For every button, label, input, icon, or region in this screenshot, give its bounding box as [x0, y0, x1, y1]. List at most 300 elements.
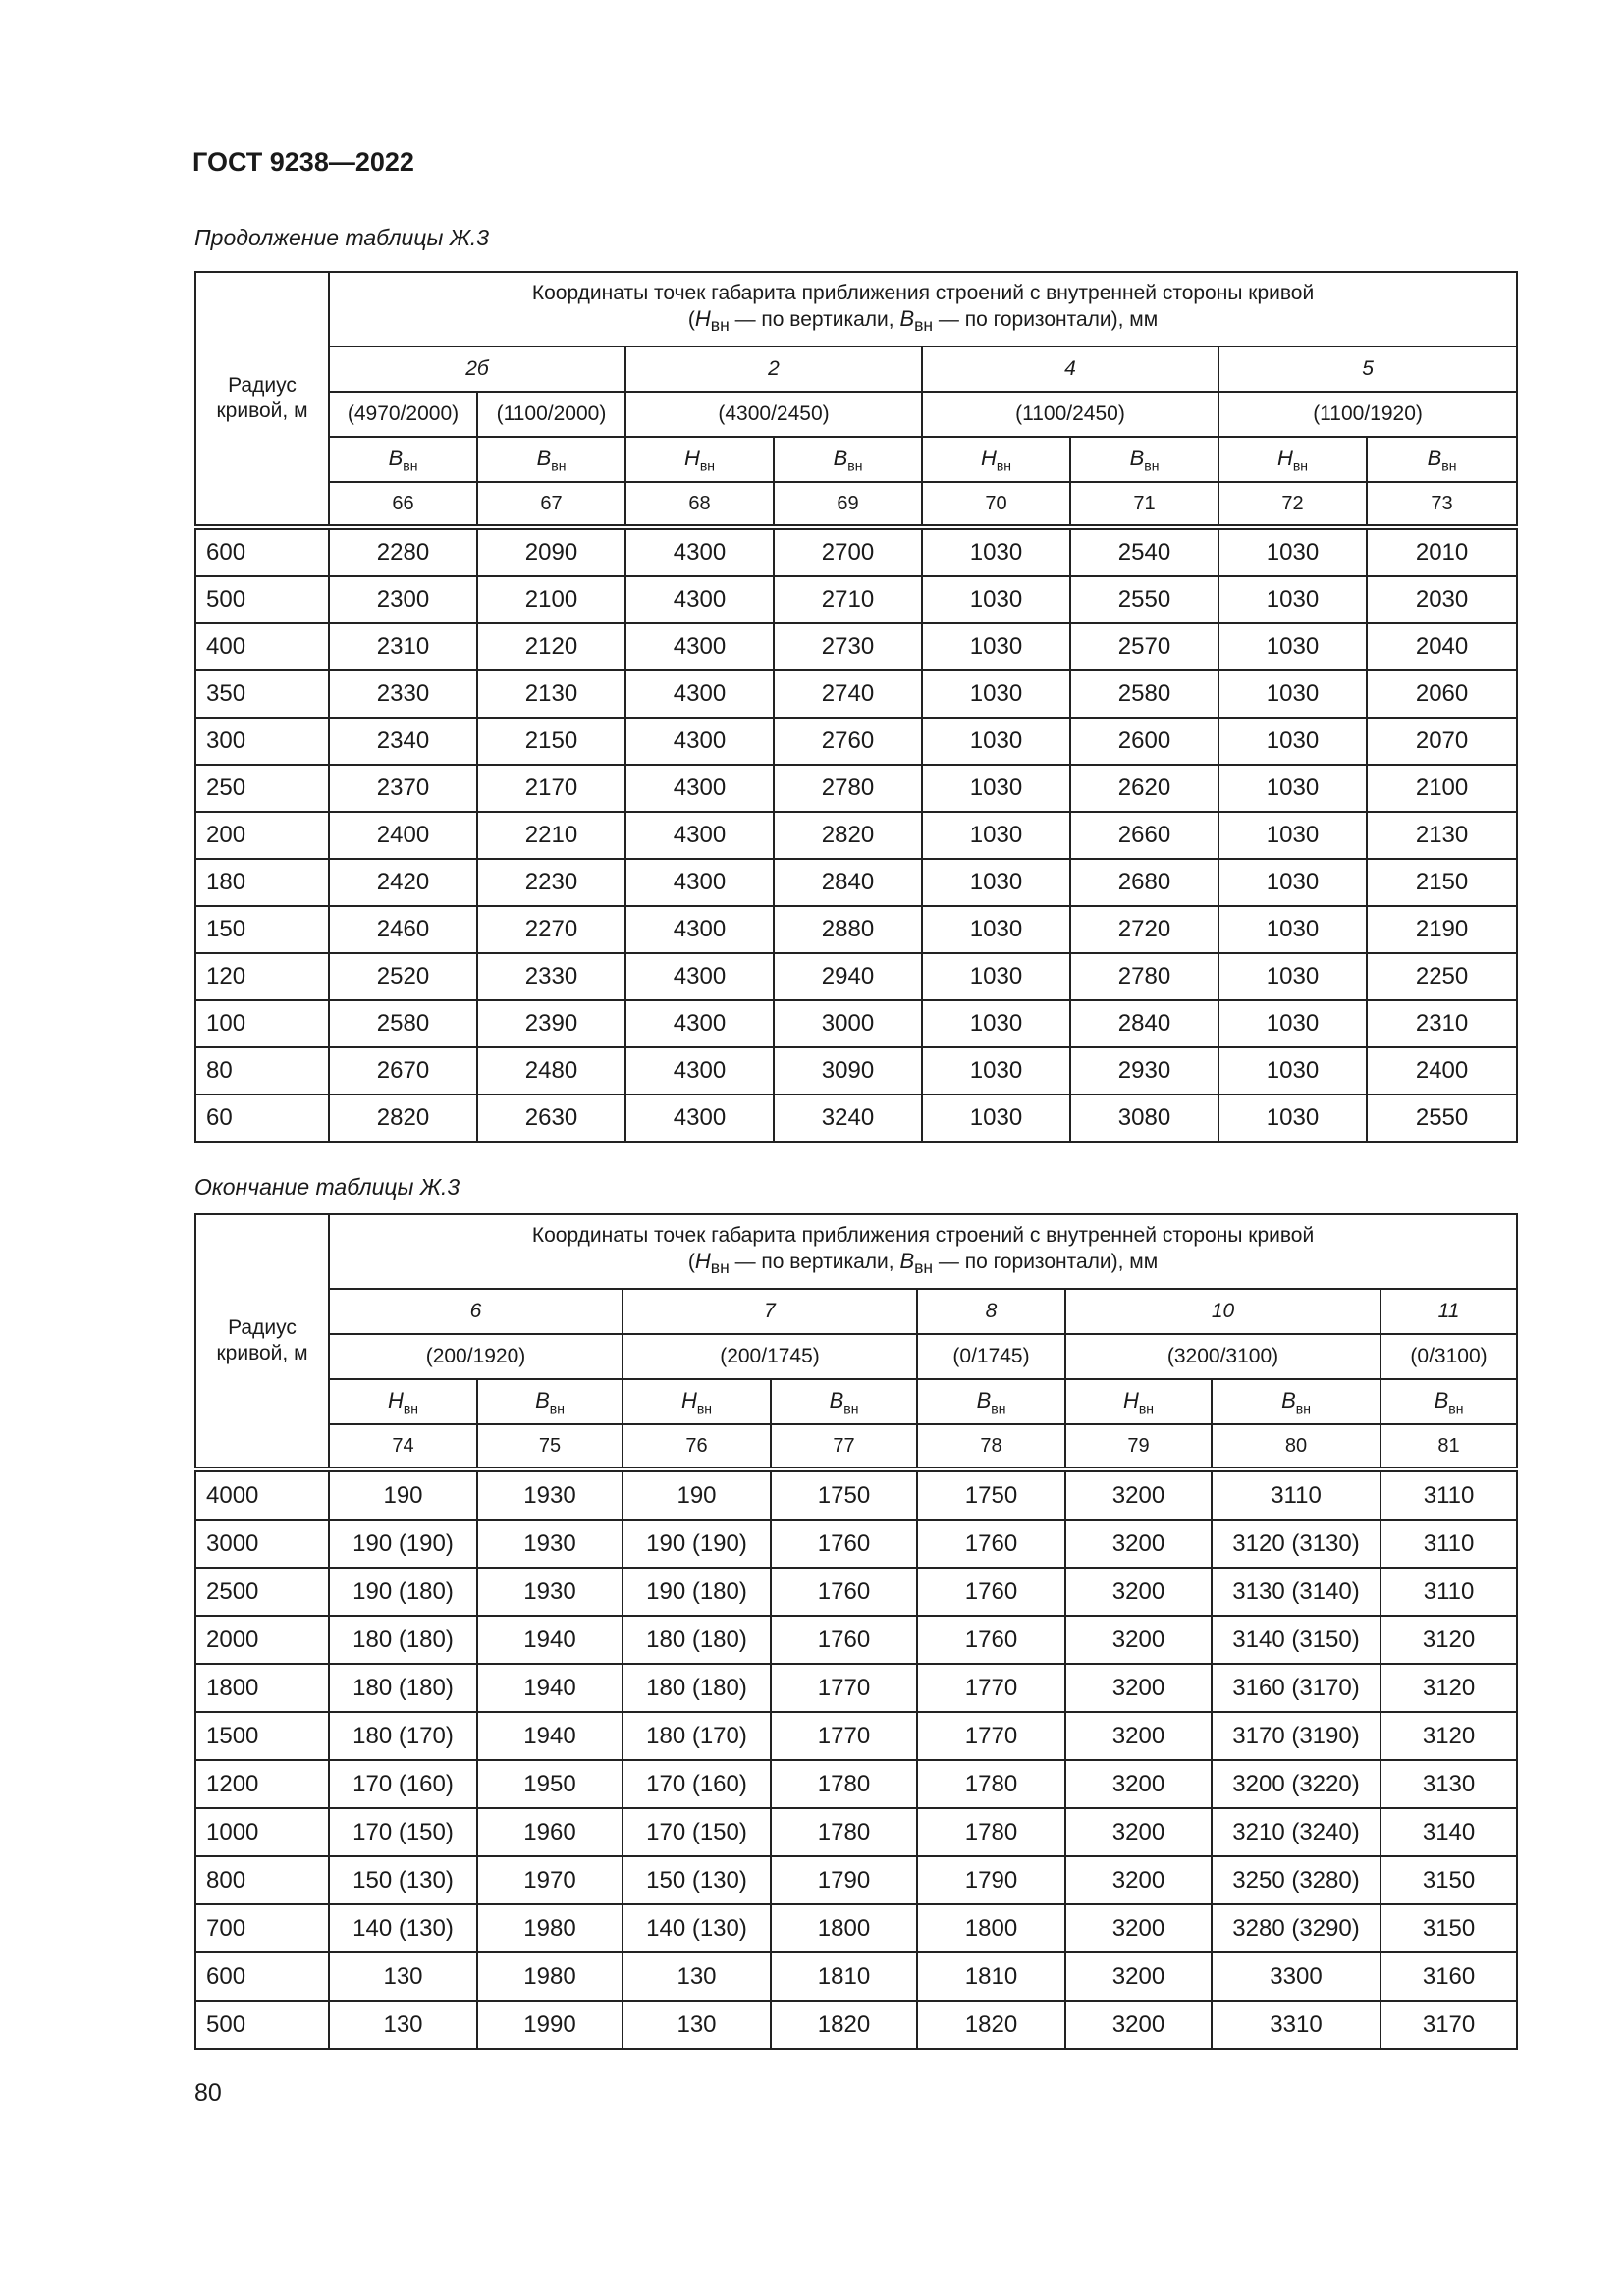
- value-cell: 2090: [477, 527, 625, 576]
- value-cell: 2820: [774, 812, 922, 859]
- value-cell: 1770: [917, 1712, 1065, 1760]
- value-cell: 1940: [477, 1712, 623, 1760]
- column-number: 71: [1070, 482, 1218, 527]
- symbol-header: $H_{вн}$: [625, 437, 774, 482]
- column-number: 73: [1367, 482, 1517, 527]
- value-cell: 1030: [1218, 812, 1367, 859]
- value-cell: 2820: [329, 1095, 477, 1142]
- column-number: 66: [329, 482, 477, 527]
- column-number: 77: [771, 1424, 917, 1469]
- value-cell: 190 (190): [329, 1520, 477, 1568]
- subgroup-header: (0/1745): [917, 1334, 1065, 1379]
- column-number: 81: [1380, 1424, 1517, 1469]
- clearance-table-continuation: [194, 271, 1518, 1143]
- table-row: [195, 1568, 1517, 1616]
- document-title: ГОСТ 9238—2022: [192, 147, 414, 177]
- value-cell: 150 (130): [329, 1856, 477, 1904]
- value-cell: 4300: [625, 1047, 774, 1095]
- value-cell: 1940: [477, 1664, 623, 1712]
- value-cell: 3210 (3240): [1212, 1808, 1380, 1856]
- value-cell: 1810: [917, 1952, 1065, 2001]
- value-cell: 2580: [1070, 670, 1218, 718]
- value-cell: 1780: [917, 1760, 1065, 1808]
- table-caption: Продолжение таблицы Ж.3: [194, 225, 490, 250]
- value-cell: 150 (130): [623, 1856, 771, 1904]
- radius-cell: 400: [195, 623, 329, 670]
- value-cell: 2940: [774, 953, 922, 1000]
- value-cell: 130: [329, 2001, 477, 2049]
- value-cell: 2060: [1367, 670, 1517, 718]
- value-cell: 2100: [1367, 765, 1517, 812]
- value-cell: 2730: [774, 623, 922, 670]
- value-cell: 3200: [1065, 1904, 1212, 1952]
- value-cell: 3140 (3150): [1212, 1616, 1380, 1664]
- radius-cell: 180: [195, 859, 329, 906]
- value-cell: 2130: [1367, 812, 1517, 859]
- symbol-header: $B_{вн}$: [477, 437, 625, 482]
- value-cell: 1760: [771, 1616, 917, 1664]
- value-cell: 2420: [329, 859, 477, 906]
- value-cell: 3120: [1380, 1712, 1517, 1760]
- value-cell: 2390: [477, 1000, 625, 1047]
- value-cell: 1760: [917, 1568, 1065, 1616]
- value-cell: 180 (180): [329, 1616, 477, 1664]
- value-cell: 2120: [477, 623, 625, 670]
- value-cell: 3170: [1380, 2001, 1517, 2049]
- value-cell: 3080: [1070, 1095, 1218, 1142]
- value-cell: 190 (180): [623, 1568, 771, 1616]
- value-cell: 1030: [922, 765, 1070, 812]
- value-cell: 4300: [625, 1000, 774, 1047]
- value-cell: 190: [623, 1469, 771, 1520]
- radius-cell: 2500: [195, 1568, 329, 1616]
- value-cell: 2480: [477, 1047, 625, 1095]
- value-cell: 1030: [922, 623, 1070, 670]
- page-number: 80: [194, 2079, 222, 2107]
- value-cell: 140 (130): [329, 1904, 477, 1952]
- value-cell: 3090: [774, 1047, 922, 1095]
- value-cell: 2010: [1367, 527, 1517, 576]
- value-cell: 3200: [1065, 1952, 1212, 2001]
- table-row: [195, 1808, 1517, 1856]
- table-row: [195, 1000, 1517, 1047]
- value-cell: 2550: [1367, 1095, 1517, 1142]
- symbol-header: $H_{вн}$: [922, 437, 1070, 482]
- subgroup-header: (3200/3100): [1065, 1334, 1380, 1379]
- value-cell: 1030: [1218, 576, 1367, 623]
- value-cell: 2720: [1070, 906, 1218, 953]
- radius-column-header: Радиус кривой, м: [195, 1214, 329, 1469]
- column-number: 70: [922, 482, 1070, 527]
- radius-cell: 500: [195, 576, 329, 623]
- value-cell: 1030: [922, 670, 1070, 718]
- value-cell: 1930: [477, 1568, 623, 1616]
- value-cell: 1030: [1218, 765, 1367, 812]
- value-cell: 2740: [774, 670, 922, 718]
- value-cell: 1030: [922, 859, 1070, 906]
- value-cell: 1030: [1218, 623, 1367, 670]
- radius-cell: 250: [195, 765, 329, 812]
- value-cell: 4300: [625, 718, 774, 765]
- symbol-header: $B_{вн}$: [1070, 437, 1218, 482]
- subgroup-header: (200/1745): [623, 1334, 917, 1379]
- table-row: [195, 1952, 1517, 2001]
- group-header: 7: [623, 1289, 917, 1334]
- symbol-header: $H_{вн}$: [1218, 437, 1367, 482]
- table-row: [195, 527, 1517, 576]
- symbol-header: $H_{вн}$: [623, 1379, 771, 1424]
- value-cell: 3200: [1065, 1664, 1212, 1712]
- value-cell: 4300: [625, 906, 774, 953]
- symbol-header: $B_{вн}$: [329, 437, 477, 482]
- radius-cell: 100: [195, 1000, 329, 1047]
- radius-cell: 350: [195, 670, 329, 718]
- value-cell: 2070: [1367, 718, 1517, 765]
- value-cell: 2700: [774, 527, 922, 576]
- value-cell: 2300: [329, 576, 477, 623]
- subgroup-header: (200/1920): [329, 1334, 623, 1379]
- table-row: [195, 1469, 1517, 1520]
- value-cell: 2780: [1070, 953, 1218, 1000]
- value-cell: 2130: [477, 670, 625, 718]
- value-cell: 180 (170): [329, 1712, 477, 1760]
- value-cell: 1780: [771, 1808, 917, 1856]
- value-cell: 2150: [477, 718, 625, 765]
- value-cell: 3200: [1065, 1469, 1212, 1520]
- value-cell: 3310: [1212, 2001, 1380, 2049]
- value-cell: 1030: [922, 718, 1070, 765]
- table-row: [195, 2001, 1517, 2049]
- value-cell: 3200: [1065, 1568, 1212, 1616]
- value-cell: 1030: [1218, 1000, 1367, 1047]
- value-cell: 4300: [625, 670, 774, 718]
- value-cell: 2760: [774, 718, 922, 765]
- value-cell: 3200: [1065, 1760, 1212, 1808]
- value-cell: 3200 (3220): [1212, 1760, 1380, 1808]
- value-cell: 1750: [917, 1469, 1065, 1520]
- coordinates-header: Координаты точек габарита приближения строений с внутренней стороны кривой ($H_{вн}$ — по вертикали, $B_{вн}$ — по горизонтали), мм: [329, 1214, 1517, 1289]
- value-cell: 1780: [771, 1760, 917, 1808]
- radius-cell: 150: [195, 906, 329, 953]
- value-cell: 180 (180): [329, 1664, 477, 1712]
- value-cell: 2520: [329, 953, 477, 1000]
- value-cell: 2190: [1367, 906, 1517, 953]
- value-cell: 3200: [1065, 1856, 1212, 1904]
- symbol-header: $B_{вн}$: [774, 437, 922, 482]
- table-row: [195, 906, 1517, 953]
- value-cell: 4300: [625, 576, 774, 623]
- value-cell: 1940: [477, 1616, 623, 1664]
- value-cell: 2620: [1070, 765, 1218, 812]
- radius-cell: 800: [195, 1856, 329, 1904]
- value-cell: 190 (190): [623, 1520, 771, 1568]
- table-row: [195, 765, 1517, 812]
- value-cell: 4300: [625, 527, 774, 576]
- radius-cell: 600: [195, 1952, 329, 2001]
- value-cell: 2400: [1367, 1047, 1517, 1095]
- subgroup-header: (1100/2000): [477, 392, 625, 437]
- subgroup-header: (4300/2450): [625, 392, 922, 437]
- value-cell: 3120 (3130): [1212, 1520, 1380, 1568]
- value-cell: 1760: [917, 1616, 1065, 1664]
- radius-cell: 200: [195, 812, 329, 859]
- value-cell: 130: [623, 2001, 771, 2049]
- value-cell: 1820: [917, 2001, 1065, 2049]
- value-cell: 1770: [771, 1712, 917, 1760]
- value-cell: 1800: [771, 1904, 917, 1952]
- symbol-header: $H_{вн}$: [1065, 1379, 1212, 1424]
- radius-cell: 3000: [195, 1520, 329, 1568]
- subgroup-header: (1100/1920): [1218, 392, 1517, 437]
- value-cell: 1760: [771, 1568, 917, 1616]
- column-number: 80: [1212, 1424, 1380, 1469]
- value-cell: 180 (170): [623, 1712, 771, 1760]
- value-cell: 3000: [774, 1000, 922, 1047]
- table-row: [195, 1856, 1517, 1904]
- group-header: 4: [922, 347, 1218, 392]
- value-cell: 3200: [1065, 1808, 1212, 1856]
- radius-cell: 2000: [195, 1616, 329, 1664]
- value-cell: 2580: [329, 1000, 477, 1047]
- table-row: [195, 1712, 1517, 1760]
- value-cell: 3200: [1065, 2001, 1212, 2049]
- column-number: 74: [329, 1424, 477, 1469]
- radius-cell: 60: [195, 1095, 329, 1142]
- value-cell: 1820: [771, 2001, 917, 2049]
- subgroup-header: (1100/2450): [922, 392, 1218, 437]
- value-cell: 180 (180): [623, 1664, 771, 1712]
- value-cell: 2550: [1070, 576, 1218, 623]
- symbol-header: $B_{вн}$: [477, 1379, 623, 1424]
- value-cell: 130: [329, 1952, 477, 2001]
- value-cell: 4300: [625, 953, 774, 1000]
- radius-column-header: Радиус кривой, м: [195, 272, 329, 527]
- table-row: [195, 1664, 1517, 1712]
- value-cell: 2330: [329, 670, 477, 718]
- radius-cell: 120: [195, 953, 329, 1000]
- table-row: [195, 953, 1517, 1000]
- value-cell: 2780: [774, 765, 922, 812]
- value-cell: 4300: [625, 1095, 774, 1142]
- value-cell: 1750: [771, 1469, 917, 1520]
- column-number: 69: [774, 482, 922, 527]
- value-cell: 3240: [774, 1095, 922, 1142]
- group-header: 11: [1380, 1289, 1517, 1334]
- table-row: [195, 718, 1517, 765]
- group-header: 5: [1218, 347, 1517, 392]
- value-cell: 1780: [917, 1808, 1065, 1856]
- value-cell: 1030: [1218, 1095, 1367, 1142]
- symbol-header: $B_{вн}$: [1212, 1379, 1380, 1424]
- value-cell: 3130 (3140): [1212, 1568, 1380, 1616]
- value-cell: 1030: [922, 906, 1070, 953]
- value-cell: 3110: [1380, 1568, 1517, 1616]
- value-cell: 3200: [1065, 1520, 1212, 1568]
- table-row: [195, 1760, 1517, 1808]
- value-cell: 1030: [922, 953, 1070, 1000]
- value-cell: 170 (160): [329, 1760, 477, 1808]
- value-cell: 3110: [1380, 1469, 1517, 1520]
- radius-cell: 1000: [195, 1808, 329, 1856]
- value-cell: 3110: [1380, 1520, 1517, 1568]
- symbol-header: $H_{вн}$: [329, 1379, 477, 1424]
- table-caption: Окончание таблицы Ж.3: [194, 1174, 460, 1200]
- value-cell: 2460: [329, 906, 477, 953]
- value-cell: 2660: [1070, 812, 1218, 859]
- value-cell: 1030: [1218, 670, 1367, 718]
- value-cell: 4300: [625, 623, 774, 670]
- value-cell: 2600: [1070, 718, 1218, 765]
- value-cell: 2400: [329, 812, 477, 859]
- value-cell: 2340: [329, 718, 477, 765]
- value-cell: 2310: [1367, 1000, 1517, 1047]
- value-cell: 1030: [1218, 718, 1367, 765]
- value-cell: 2840: [774, 859, 922, 906]
- value-cell: 170 (150): [623, 1808, 771, 1856]
- value-cell: 1990: [477, 2001, 623, 2049]
- value-cell: 1760: [917, 1520, 1065, 1568]
- table-row: [195, 1520, 1517, 1568]
- value-cell: 170 (150): [329, 1808, 477, 1856]
- table-row: [195, 1095, 1517, 1142]
- value-cell: 1930: [477, 1469, 623, 1520]
- value-cell: 1030: [1218, 527, 1367, 576]
- value-cell: 1980: [477, 1904, 623, 1952]
- value-cell: 1810: [771, 1952, 917, 2001]
- value-cell: 3150: [1380, 1904, 1517, 1952]
- value-cell: 2680: [1070, 859, 1218, 906]
- value-cell: 180 (180): [623, 1616, 771, 1664]
- value-cell: 1790: [771, 1856, 917, 1904]
- radius-cell: 4000: [195, 1469, 329, 1520]
- symbol-header: $B_{вн}$: [1380, 1379, 1517, 1424]
- table-row: [195, 812, 1517, 859]
- value-cell: 2330: [477, 953, 625, 1000]
- column-number: 75: [477, 1424, 623, 1469]
- group-header: 10: [1065, 1289, 1380, 1334]
- value-cell: 1930: [477, 1520, 623, 1568]
- value-cell: 1030: [922, 1047, 1070, 1095]
- value-cell: 3160: [1380, 1952, 1517, 2001]
- value-cell: 3130: [1380, 1760, 1517, 1808]
- value-cell: 2670: [329, 1047, 477, 1095]
- value-cell: 3150: [1380, 1856, 1517, 1904]
- value-cell: 1960: [477, 1808, 623, 1856]
- value-cell: 2030: [1367, 576, 1517, 623]
- value-cell: 3170 (3190): [1212, 1712, 1380, 1760]
- value-cell: 3200: [1065, 1712, 1212, 1760]
- column-number: 68: [625, 482, 774, 527]
- table-row: [195, 859, 1517, 906]
- group-header: 6: [329, 1289, 623, 1334]
- value-cell: 1030: [1218, 1047, 1367, 1095]
- value-cell: 3280 (3290): [1212, 1904, 1380, 1952]
- table-row: [195, 1904, 1517, 1952]
- table-row: [195, 1616, 1517, 1664]
- radius-cell: 1200: [195, 1760, 329, 1808]
- radius-cell: 1800: [195, 1664, 329, 1712]
- value-cell: 1030: [922, 1000, 1070, 1047]
- radius-cell: 1500: [195, 1712, 329, 1760]
- value-cell: 1030: [922, 812, 1070, 859]
- symbol-header: $B_{вн}$: [771, 1379, 917, 1424]
- value-cell: 4300: [625, 812, 774, 859]
- value-cell: 130: [623, 1952, 771, 2001]
- symbol-header: $B_{вн}$: [1367, 437, 1517, 482]
- value-cell: 2170: [477, 765, 625, 812]
- group-header: 2: [625, 347, 922, 392]
- table-row: [195, 623, 1517, 670]
- table-row: [195, 1047, 1517, 1095]
- value-cell: 140 (130): [623, 1904, 771, 1952]
- radius-cell: 600: [195, 527, 329, 576]
- column-number: 78: [917, 1424, 1065, 1469]
- column-number: 79: [1065, 1424, 1212, 1469]
- table-row: [195, 670, 1517, 718]
- value-cell: 1030: [1218, 906, 1367, 953]
- clearance-table-ending: [194, 1213, 1518, 2050]
- value-cell: 1950: [477, 1760, 623, 1808]
- radius-cell: 700: [195, 1904, 329, 1952]
- radius-cell: 300: [195, 718, 329, 765]
- value-cell: 4300: [625, 765, 774, 812]
- group-header: 8: [917, 1289, 1065, 1334]
- value-cell: 1030: [1218, 859, 1367, 906]
- value-cell: 1980: [477, 1952, 623, 2001]
- coordinates-header: Координаты точек габарита приближения строений с внутренней стороны кривой ($H_{вн}$ — по вертикали, $B_{вн}$ — по горизонтали), мм: [329, 272, 1517, 347]
- value-cell: 2570: [1070, 623, 1218, 670]
- value-cell: 2230: [477, 859, 625, 906]
- value-cell: 2540: [1070, 527, 1218, 576]
- value-cell: 4300: [625, 859, 774, 906]
- value-cell: 1770: [771, 1664, 917, 1712]
- radius-cell: 80: [195, 1047, 329, 1095]
- value-cell: 190 (180): [329, 1568, 477, 1616]
- value-cell: 1030: [1218, 953, 1367, 1000]
- subgroup-header: (0/3100): [1380, 1334, 1517, 1379]
- value-cell: 1760: [771, 1520, 917, 1568]
- symbol-header: $B_{вн}$: [917, 1379, 1065, 1424]
- group-header: 2б: [329, 347, 625, 392]
- radius-cell: 500: [195, 2001, 329, 2049]
- value-cell: 2270: [477, 906, 625, 953]
- value-cell: 2100: [477, 576, 625, 623]
- value-cell: 2630: [477, 1095, 625, 1142]
- value-cell: 170 (160): [623, 1760, 771, 1808]
- value-cell: 3300: [1212, 1952, 1380, 2001]
- value-cell: 2040: [1367, 623, 1517, 670]
- value-cell: 2280: [329, 527, 477, 576]
- value-cell: 2930: [1070, 1047, 1218, 1095]
- value-cell: 3120: [1380, 1664, 1517, 1712]
- value-cell: 3120: [1380, 1616, 1517, 1664]
- value-cell: 3140: [1380, 1808, 1517, 1856]
- subgroup-header: (4970/2000): [329, 392, 477, 437]
- value-cell: 2210: [477, 812, 625, 859]
- value-cell: 1770: [917, 1664, 1065, 1712]
- value-cell: 2880: [774, 906, 922, 953]
- value-cell: 2250: [1367, 953, 1517, 1000]
- column-number: 67: [477, 482, 625, 527]
- value-cell: 1800: [917, 1904, 1065, 1952]
- value-cell: 1970: [477, 1856, 623, 1904]
- value-cell: 3110: [1212, 1469, 1380, 1520]
- column-number: 76: [623, 1424, 771, 1469]
- table-row: [195, 576, 1517, 623]
- value-cell: 3250 (3280): [1212, 1856, 1380, 1904]
- value-cell: 3200: [1065, 1616, 1212, 1664]
- value-cell: 3160 (3170): [1212, 1664, 1380, 1712]
